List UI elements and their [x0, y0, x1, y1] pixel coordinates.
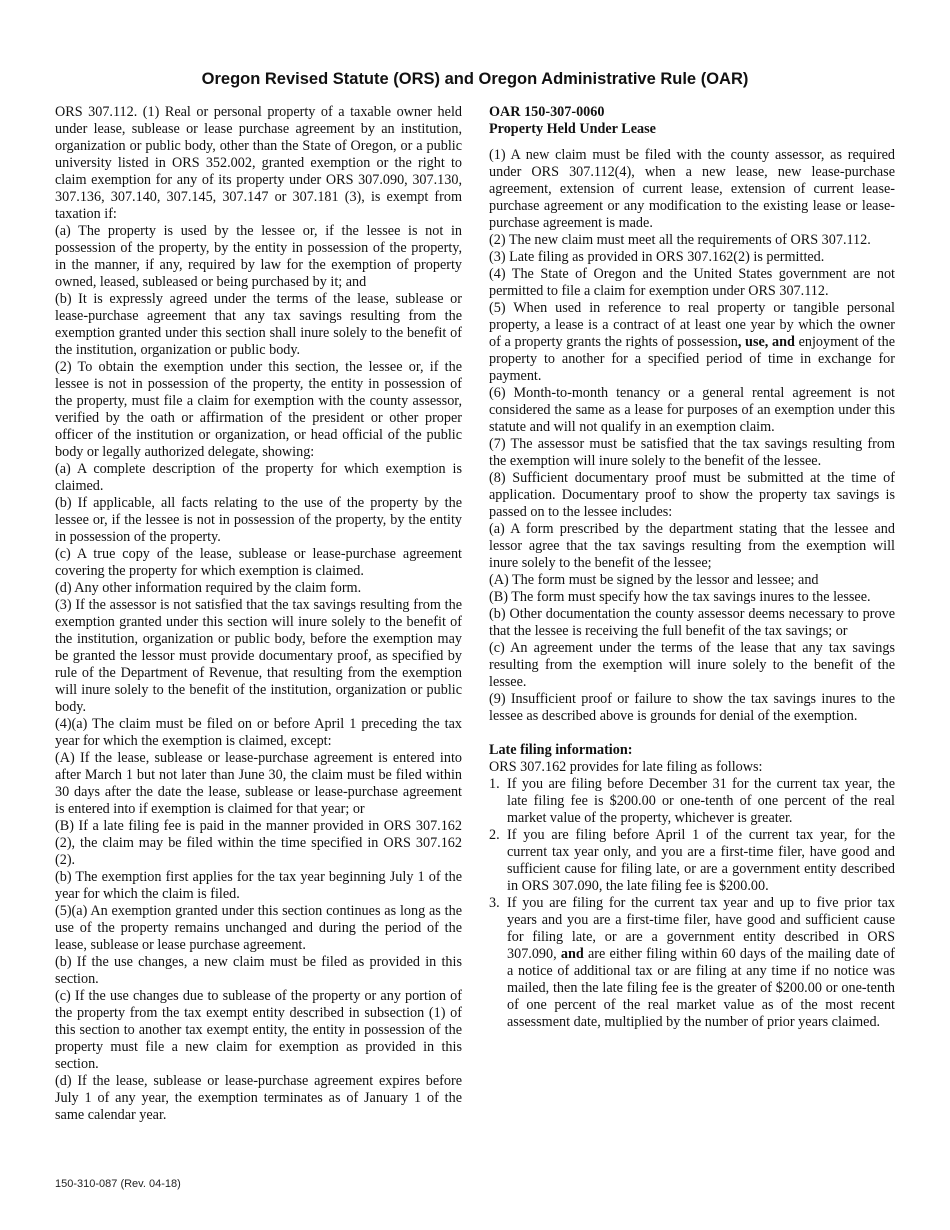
oar-item: (3) Late filing as provided in ORS 307.162(2) is permitted. — [489, 249, 825, 265]
item-text: If you are filing for the current tax year and up to five prior tax years and you are a first-time filer, have good and sufficient cause for filing late, or are a government entity described in ORS 307.090, — [507, 895, 895, 962]
ors-paragraph: (B) If a late filing fee is paid in the manner provided in ORS 307.162 (2), the claim may be filed within the time specified in ORS 307.162 (2). — [55, 818, 462, 868]
item-text: If you are filing before December 31 for the current tax year, the late filing fee is $200.00 or one-tenth of one percent of the real market value of the property, whichever is greater. — [507, 776, 895, 826]
item-number: 1. — [489, 776, 500, 792]
item-text-end: are either filing within 60 days of the mailing date of a notice of additional tax or are filing at any time if no notice was mailed, then the late filing fee is the greater of $200.00 or one-tenth of one percent of the real market value as of the most recent assessment date, multiplied by the number of prior years claimed. — [507, 946, 896, 1030]
ors-paragraph: (b) It is expressly agreed under the terms of the lease, sublease or lease-purchase agreement that any tax savings resulting from the exemption granted under this section shall inure solely to the benefit of the institution, organization or public body. — [55, 291, 462, 358]
oar-item: (9) Insufficient proof or failure to show the tax savings inures to the lessee as described above is grounds for denial of the exemption. — [489, 691, 895, 724]
item-number: 3. — [489, 895, 500, 911]
ors-paragraph: (d) If the lease, sublease or lease-purchase agreement expires before July 1 of any year, the exemption terminates as of January 1 of the same calendar year. — [55, 1073, 462, 1123]
ors-paragraph: (a) The property is used by the lessee or, if the lessee is not in possession of the property, by the entity in possession of the property, in the manner, if any, required by law for the exemption of property owned, leased, subleased or being purchased by it; and — [55, 223, 462, 290]
ors-307-112-column — [55, 104, 462, 1124]
late-filing-item — [489, 895, 895, 1031]
oar-item-5-bold: , use, and — [737, 334, 795, 350]
form-number: 150-310-087 (Rev. 04-18) — [55, 1178, 181, 1190]
item-text-bold: and — [560, 946, 584, 962]
late-filing-title: Late filing information: — [489, 742, 633, 758]
ors-paragraph: (b) The exemption first applies for the tax year beginning July 1 of the year for which the claim is filed. — [55, 869, 462, 902]
oar-header — [489, 104, 895, 138]
ors-paragraph: (5)(a) An exemption granted under this section continues as long as the use of the property remains unchanged and during the period of the lease, sublease or lease purchase agreement. — [55, 903, 462, 953]
ors-paragraph: ORS 307.112. (1) Real or personal property of a taxable owner held under lease, sublease or lease purchase agreement by an institution, organization or public body, other than the State of Oregon, or a public university listed in ORS 352.002, granted exemption or the right to claim exemption for any of its property under ORS 307.090, 307.130, 307.136, 307.140, 307.145, 307.147 or 307.181 (3), is exempt from taxation if: — [55, 104, 462, 222]
ors-paragraph: (c) A true copy of the lease, sublease or lease-purchase agreement covering the property for which exemption is claimed. — [55, 546, 462, 579]
oar-item: (8) Sufficient documentary proof must be submitted at the time of application. Documentary proof to show the property tax savings is passed on to the lessee includes: — [489, 470, 895, 520]
oar-item: (B) The form must specify how the tax savings inures to the lessee. — [489, 589, 871, 605]
ors-paragraph: (a) A complete description of the property for which exemption is claimed. — [55, 461, 462, 494]
item-text: If you are filing before April 1 of the current tax year, for the current tax year only, and you are a first-time filer, have good and sufficient cause for filing late, or are a government entity described in ORS 307.090, the late filing fee is $200.00. — [507, 827, 895, 894]
oar-item: (b) Other documentation the county assessor deems necessary to prove that the lessee is receiving the full benefit of the tax savings; or — [489, 606, 895, 639]
ors-paragraph: (3) If the assessor is not satisfied that the tax savings resulting from the exemption granted under this section will inure solely to the benefit of the institution, organization or public body, before the exemption may be granted the lessor must provide documentary proof, as specified by rule of the Department of Revenue, that resulting from the exemption will inure solely to the benefit of the institution, organization or public body. — [55, 597, 462, 715]
oar-item-5-text: (5) When used in reference to real property or tangible personal property, a lease is a contract of at least one year by which the owner of a property grants the rights of possession — [489, 300, 895, 350]
oar-item-5-text-end: enjoyment of the property to another for a specified period of time in exchange for payment. — [489, 334, 895, 384]
oar-item: (6) Month-to-month tenancy or a general rental agreement is not considered the same as a lease for purposes of an exemption under this statute and will not qualify in an exemption claim. — [489, 385, 895, 435]
late-filing-item — [489, 827, 895, 895]
oar-item: (4) The State of Oregon and the United States government are not permitted to file a claim for exemption under ORS 307.112. — [489, 266, 895, 299]
item-number: 2. — [489, 827, 500, 843]
oar-item: (2) The new claim must meet all the requirements of ORS 307.112. — [489, 232, 871, 248]
oar-heading: Property Held Under Lease — [489, 121, 656, 137]
oar-item: (a) A form prescribed by the department stating that the lessee and lessor agree that the tax savings resulting from the exemption will inure solely to the benefit of the lessee; — [489, 521, 895, 571]
page-title: Oregon Revised Statute (ORS) and Oregon Administrative Rule (OAR) — [201, 70, 749, 88]
oar-item: (1) A new claim must be filed with the county assessor, as required under ORS 307.112(4), when a new lease, new lease-purchase agreement, extension of current lease, extension of current lease-purchase agreement or any modification to the existing lease or lease-purchase agreement is made. — [489, 147, 895, 231]
late-filing-item — [489, 776, 895, 827]
oar-column — [489, 104, 895, 1031]
ors-paragraph: (2) To obtain the exemption under this section, the lessee or, if the lessee is not in possession of the property, the entity in possession of the property, must file a claim for exemption with the county assessor, verified by the oath or affirmation of the president or other proper officer of the institution or organization, or head official of the public body or legally authorized delegate, showing: — [55, 359, 462, 460]
oar-item-5 — [489, 300, 895, 385]
ors-paragraph: (d) Any other information required by the claim form. — [55, 580, 362, 596]
ors-paragraph: (A) If the lease, sublease or lease-purchase agreement is entered into after March 1 but not later than June 30, the claim must be filed within 30 days after the date the lease, sublease or lease-purchase agreement is entered into if exemption is claimed for that year; or — [55, 750, 462, 817]
oar-number: OAR 150-307-0060 — [489, 104, 605, 120]
late-filing-list — [489, 776, 895, 1031]
ors-paragraph: (b) If applicable, all facts relating to the use of the property by the lessee or, if the lessee is not in possession of the property, by the entity in possession of the property. — [55, 495, 462, 545]
ors-paragraph: (4)(a) The claim must be filed on or before April 1 preceding the tax year for which the exemption is claimed, except: — [55, 716, 462, 749]
ors-paragraph: (c) If the use changes due to sublease of the property or any portion of the property from the tax exempt entity described in subsection (1) of this section to another tax exempt entity, the entity in possession of the property must file a new claim for exemption as provided in this section. — [55, 988, 462, 1072]
oar-item: (c) An agreement under the terms of the lease that any tax savings resulting from the exemption will inure solely to the benefit of the lessee. — [489, 640, 895, 690]
late-filing-intro: ORS 307.162 provides for late filing as follows: — [489, 759, 763, 775]
ors-paragraph: (b) If the use changes, a new claim must be filed as provided in this section. — [55, 954, 462, 987]
oar-item: (A) The form must be signed by the lessor and lessee; and — [489, 572, 819, 588]
oar-item: (7) The assessor must be satisfied that the tax savings resulting from the exemption will inure solely to the benefit of the lessee. — [489, 436, 895, 469]
